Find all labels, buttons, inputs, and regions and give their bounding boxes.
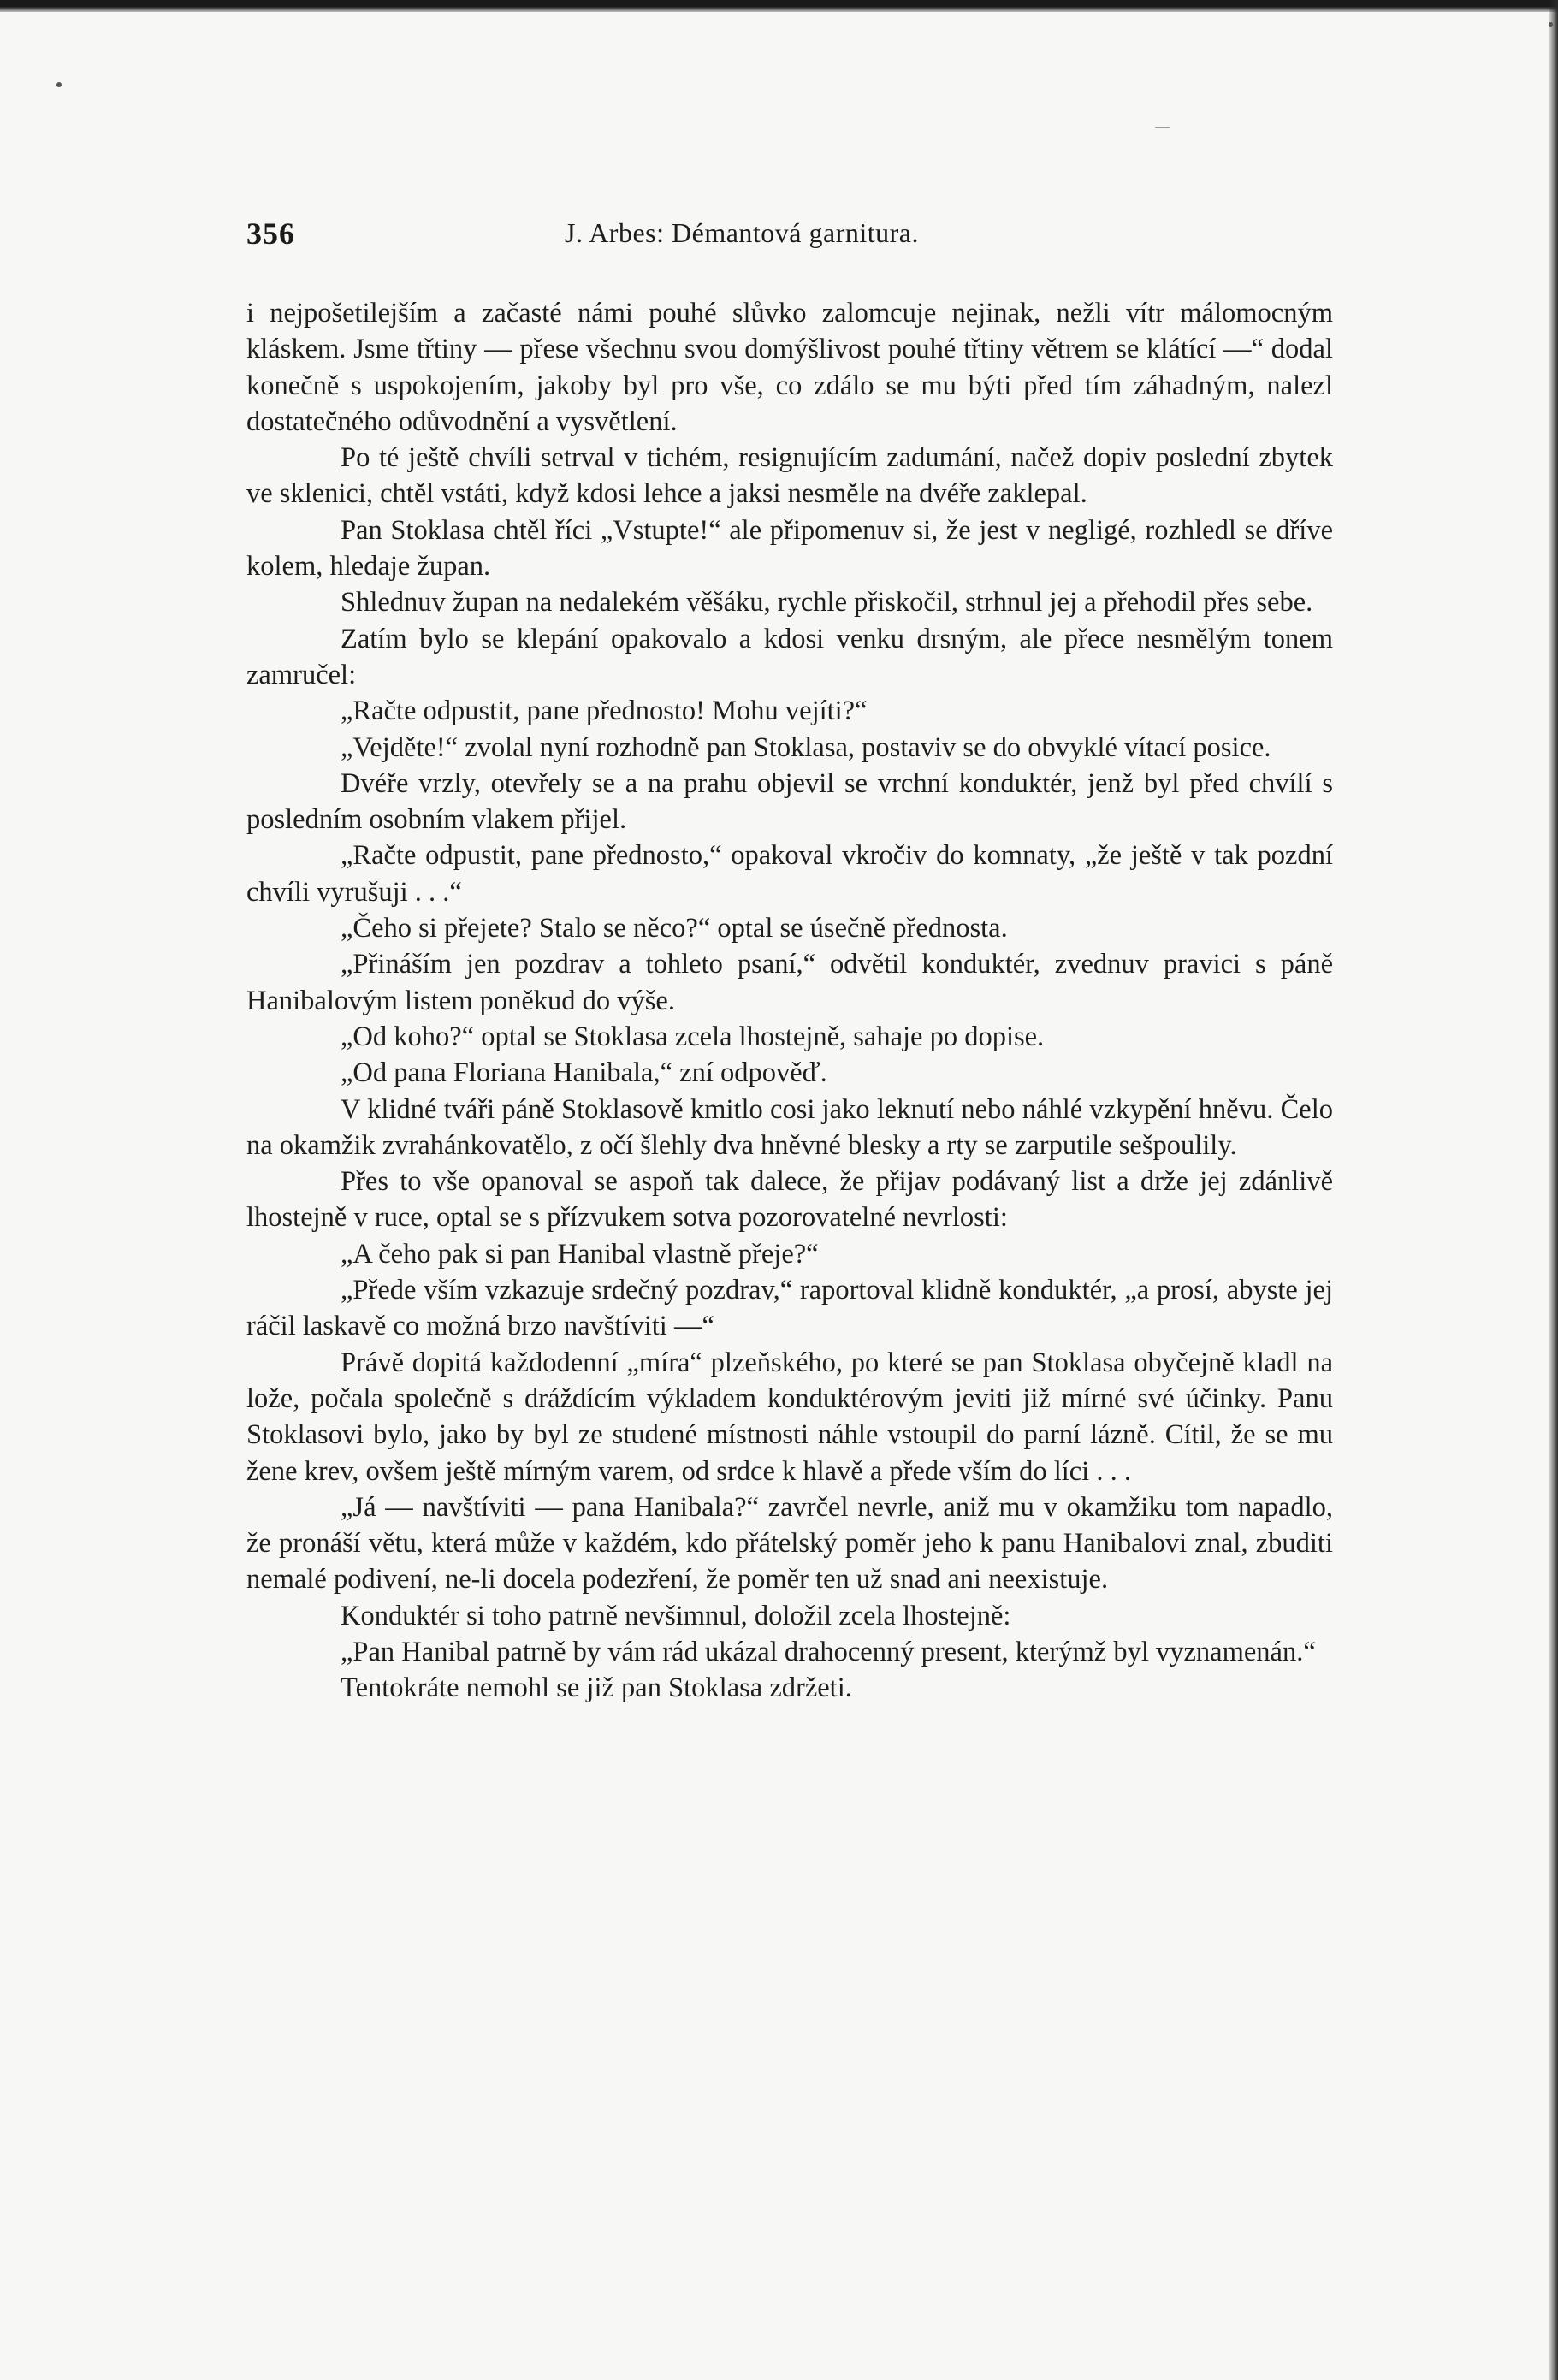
- paragraph: V klidné tváři páně Stoklasově kmitlo cosi jako leknutí nebo náhlé vzkypění hněvu. Čelo na okamžik zvrahánkovatělo, z očí šlehly dva hněvné blesky a rty se zarputile sešpoulily.: [246, 1093, 1333, 1161]
- paragraph: i nejpošetilejším a začasté námi pouhé slůvko zalomcuje nejinak, nežli vítr málomocným kláskem. Jsme třtiny — přese všechnu svou domýšlivost pouhé třtiny větrem se klátící —“ dodal konečně s uspokojením, jakoby byl pro vše, co zdálo se mu býti před tím záhadným, nalezl dostatečného odůvodnění a vysvětlení.: [246, 298, 1333, 437]
- paragraph: „Čeho si přejete? Stalo se něco?“ optal se úsečně přednosta.: [341, 913, 1008, 944]
- paragraph: „Přede vším vzkazuje srdečný pozdrav,“ raportoval klidně konduktér, „a prosí, abyste jej ráčil laskavě co možná brzo navštíviti —“: [246, 1275, 1333, 1342]
- paragraph: „Račte odpustit, pane přednosto,“ opakoval vkročiv do komnaty, „že ještě v tak pozdní chvíli vyrušuji . . .“: [246, 840, 1333, 908]
- paragraph: Shlednuv župan na nedalekém věšáku, rychle přiskočil, strhnul jej a přehodil přes sebe.: [341, 587, 1313, 619]
- scan-speck: [1549, 22, 1553, 27]
- paragraph: „Od pana Floriana Hanibala,“ zní odpověď.: [341, 1057, 827, 1089]
- paragraph: „Od koho?“ optal se Stoklasa zcela lhostejně, sahaje po dopise.: [341, 1021, 1045, 1052]
- paragraph: „Přináším jen pozdrav a tohleto psaní,“ odvětil konduktér, zvednuv pravici s páně Hanibalovým listem poněkud do výše.: [246, 949, 1333, 1016]
- paragraph: Konduktér si toho patrně nevšimnul, doložil zcela lhostejně:: [341, 1600, 1011, 1631]
- scan-right-edge: [1549, 0, 1558, 2380]
- body-text: [246, 295, 1333, 1707]
- paragraph: Zatím bylo se klepání opakovalo a kdosi venku drsným, ale přece nesmělým tonem zamručel:: [246, 623, 1333, 690]
- paragraph: Přes to vše opanoval se aspoň tak dalece, že přijav podávaný list a drže jej zdánlivě lhostejně v ruce, optal se s přízvukem sotva pozorovatelné nevrlosti:: [246, 1166, 1333, 1234]
- paragraph: „Pan Hanibal patrně by vám rád ukázal drahocenný present, kterýmž byl vyznamenán.“: [341, 1636, 1316, 1667]
- page-header: [246, 216, 1335, 260]
- page-number: 356: [246, 216, 295, 251]
- paragraph: Pan Stoklasa chtěl říci „Vstupte!“ ale připomenuv si, že jest v negligé, rozhledl se dříve kolem, hledaje župan.: [246, 514, 1333, 583]
- running-title: J. Arbes: Démantová garnitura.: [565, 217, 919, 248]
- scan-top-edge: [0, 0, 1558, 12]
- scan-speck: [56, 82, 62, 87]
- paragraph: „Já — navštíviti — pana Hanibala?“ zavrčel nevrle, aniž mu v okamžiku tom napadlo, že pronáší větu, která může v každém, kdo přátelský poměr jeho k panu Hanibalovi znal, zbuditi nemalé podivení, ne-li docela podezření, že poměr ten už snad ani neexistuje.: [246, 1491, 1333, 1596]
- paragraph: Dvéře vrzly, otevřely se a na prahu objevil se vrchní konduktér, jenž byl před chvílí s posledním osobním vlakem přijel.: [246, 767, 1333, 836]
- paragraph: Právě dopitá každodenní „míra“ plzeňského, po které se pan Stoklasa obyčejně kladl na lože, počala společně s dráždícím výkladem konduktérovým jeviti již mírné své účinky. Panu Stoklasovi bylo, jako by byl ze studené místnosti náhle vstoupil do parní lázně. Cítil, že se mu žene krev, ovšem ještě mírným varem, od srdce k hlavě a přede vším do líci . . .: [246, 1347, 1333, 1487]
- paragraph: Tentokráte nemohl se již pan Stoklasa zdržeti.: [341, 1673, 852, 1704]
- paragraph: Po té ještě chvíli setrval v tichém, resignujícím zadumání, načež dopiv poslední zbytek ve sklenici, chtěl vstáti, když kdosi lehce a jaksi nesměle na dvéře zaklepal.: [246, 442, 1333, 510]
- paragraph: „Vejděte!“ zvolal nyní rozhodně pan Stoklasa, postaviv se do obvyklé vítací posice.: [341, 731, 1271, 763]
- scan-speck: [1155, 127, 1170, 128]
- paragraph: „A čeho pak si pan Hanibal vlastně přeje?“: [341, 1238, 819, 1270]
- paragraph: „Račte odpustit, pane přednosto! Mohu vejíti?“: [341, 696, 868, 727]
